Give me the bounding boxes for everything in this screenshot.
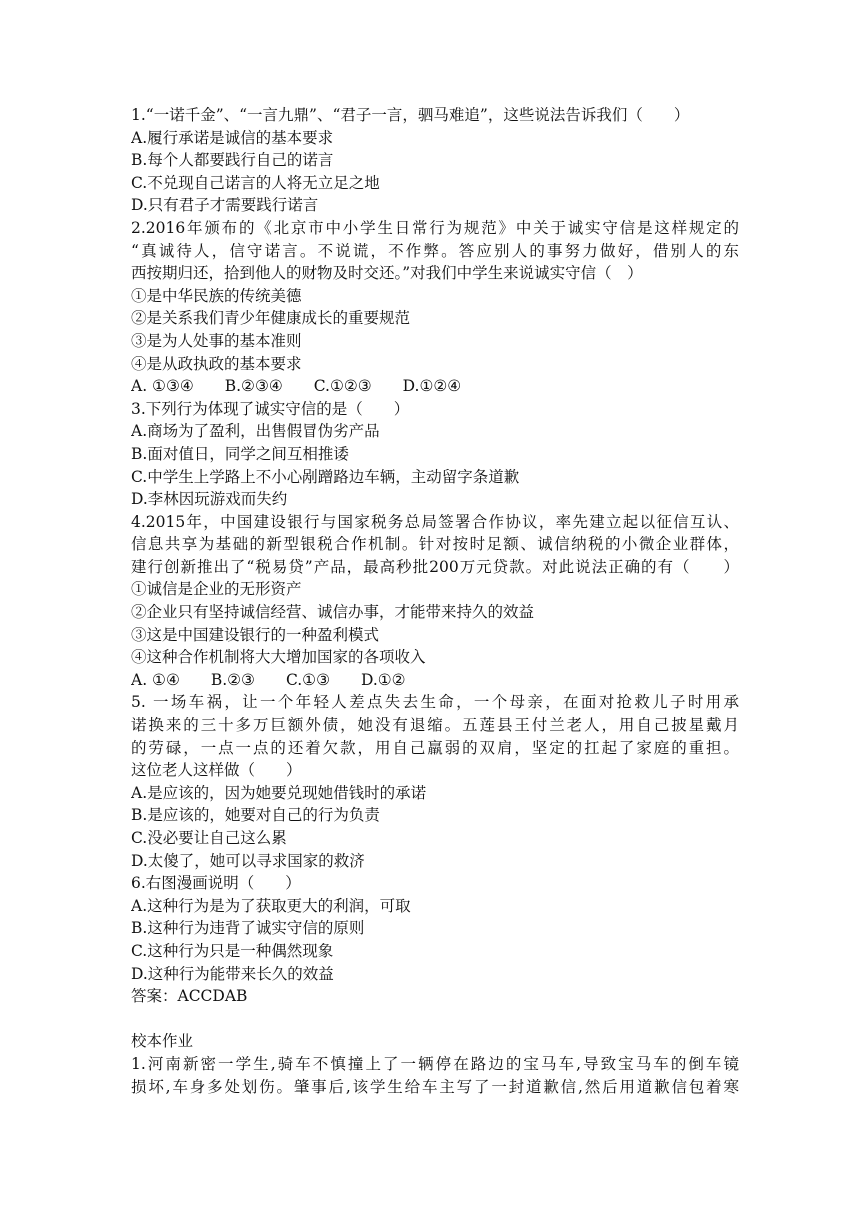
blank-line bbox=[131, 1008, 739, 1031]
q1-option-a: A.履行承诺是诚信的基本要求 bbox=[131, 128, 334, 147]
hw1-stem-line-1: 1.河南新密一学生,骑车不慎撞上了一辆停在路边的宝马车,导致宝马车的倒车镜 bbox=[131, 1054, 739, 1073]
q1-option-c: C.不兑现自己诺言的人将无立足之地 bbox=[131, 173, 380, 192]
hw1-stem-line-2: 损坏,车身多处划伤。肇事后,该学生给车主写了一封道歉信,然后用道歉信包着寒 bbox=[131, 1077, 739, 1096]
q1-option-b: B.每个人都要践行自己的诺言 bbox=[131, 151, 334, 170]
q4-stem-line-1: 4.2015年，中国建设银行与国家税务总局签署合作协议，率先建立起以征信互认、 bbox=[131, 512, 739, 531]
q4-statement-1: ①诚信是企业的无形资产 bbox=[131, 580, 302, 599]
q1-stem: 1.“一诺千金”、“一言九鼎”、“君子一言，驷马难追”，这些说法告诉我们（ ） bbox=[131, 106, 690, 124]
q5-stem-line-3: 的劳碌，一点一点的还着欠款，用自己羸弱的双肩，坚定的扛起了家庭的重担。 bbox=[131, 738, 739, 757]
q2-stem-line-3: 西按期归还，拾到他人的财物及时交还。”对我们中学生来说诚实守信（ ） bbox=[131, 264, 643, 283]
q2-options: A. ①③④ B.②③④ C.①②③ D.①②④ bbox=[131, 377, 462, 396]
q3-option-b: B.面对值日，同学之间互相推诿 bbox=[131, 444, 349, 463]
document-body bbox=[131, 104, 739, 1098]
q4-statement-2: ②企业只有坚持诚信经营、诚信办事，才能带来持久的效益 bbox=[131, 603, 535, 622]
q6-option-b: B.这种行为违背了诚实守信的原则 bbox=[131, 919, 365, 938]
q2-statement-2: ②是关系我们青少年健康成长的重要规范 bbox=[131, 309, 411, 328]
q5-stem-line-2: 诺换来的三十多万巨额外债，她没有退缩。五莲县王付兰老人，用自己披星戴月 bbox=[131, 716, 739, 735]
q4-statement-3: ③这是中国建设银行的一种盈利模式 bbox=[131, 625, 380, 644]
q5-option-b: B.是应该的，她要对自己的行为负责 bbox=[131, 806, 380, 825]
q3-option-c: C.中学生上学路上不小心剐蹭路边车辆，主动留字条道歉 bbox=[131, 467, 520, 486]
q2-statement-1: ①是中华民族的传统美德 bbox=[131, 286, 302, 305]
q3-option-a: A.商场为了盈利，出售假冒伪劣产品 bbox=[131, 422, 380, 441]
answer-key: 答案：ACCDAB bbox=[131, 987, 248, 1006]
q3-stem: 3.下列行为体现了诚实守信的是（ ） bbox=[131, 399, 410, 418]
q6-option-d: D.这种行为能带来长久的效益 bbox=[131, 964, 334, 983]
q5-option-d: D.太傻了，她可以寻求国家的救济 bbox=[131, 851, 365, 870]
q5-stem-line-1: 5. 一场车祸，让一个年轻人差点失去生命，一个母亲，在面对抢救儿子时用承 bbox=[131, 693, 739, 712]
q2-statement-3: ③是为人处事的基本准则 bbox=[131, 331, 302, 350]
q4-statement-4: ④这种合作机制将大大增加国家的各项收入 bbox=[131, 648, 426, 667]
q5-stem-line-4: 这位老人这样做（ ） bbox=[131, 761, 302, 780]
q4-stem-line-3: 建行创新推出了“税易贷”产品，最高秒批200万元贷款。对此说法正确的有（ ） bbox=[131, 557, 739, 576]
section-heading: 校本作业 bbox=[131, 1032, 194, 1051]
q2-stem-line-2: “真诚待人，信守诺言。不说谎，不作弊。答应别人的事努力做好，借别人的东 bbox=[131, 241, 739, 260]
q2-stem-line-1: 2.2016年颁布的《北京市中小学生日常行为规范》中关于诚实守信是这样规定的 bbox=[131, 218, 739, 237]
q5-option-a: A.是应该的，因为她要兑现她借钱时的承诺 bbox=[131, 783, 427, 802]
q5-option-c: C.没必要让自己这么累 bbox=[131, 829, 287, 847]
q2-statement-4: ④是从政执政的基本要求 bbox=[131, 354, 302, 373]
q6-stem: 6.右图漫画说明（ ） bbox=[131, 874, 301, 893]
q3-option-d: D.李林因玩游戏而失约 bbox=[131, 490, 288, 509]
q1-option-d: D.只有君子才需要践行诺言 bbox=[131, 196, 319, 215]
q6-option-c: C.这种行为只是一种偶然现象 bbox=[131, 941, 334, 960]
q4-options: A. ①④ B.②③ C.①③ D.①② bbox=[131, 670, 406, 689]
q4-stem-line-2: 信息共享为基础的新型银税合作机制。针对按时足额、诚信纳税的小微企业群体， bbox=[131, 535, 739, 554]
q6-option-a: A.这种行为是为了获取更大的利润，可取 bbox=[131, 896, 411, 915]
